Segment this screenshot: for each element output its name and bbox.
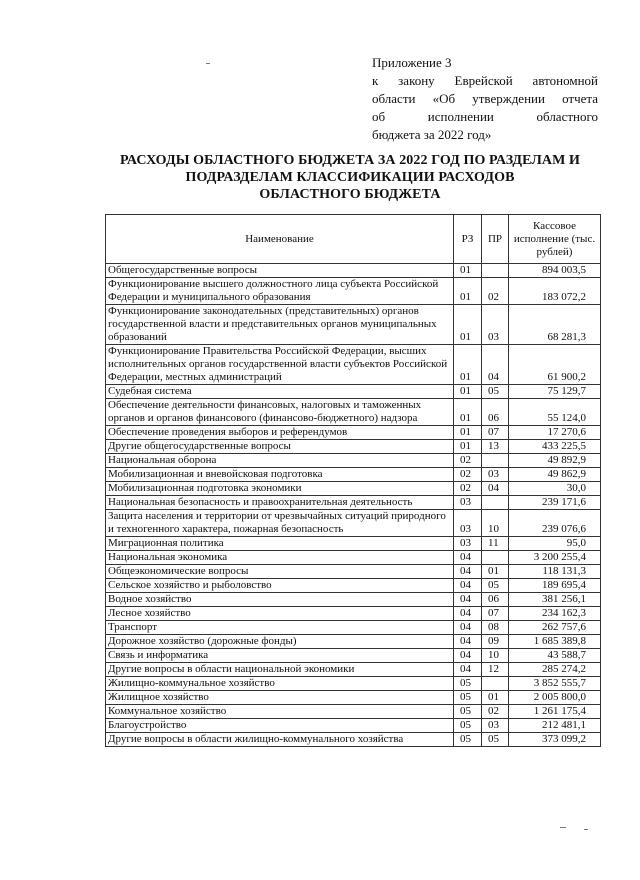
row-name: Жилищное хозяйство <box>106 691 454 705</box>
row-pr: 02 <box>482 705 509 719</box>
row-rz: 04 <box>454 565 482 579</box>
row-rz: 04 <box>454 593 482 607</box>
row-pr: 04 <box>482 345 509 385</box>
row-amount: 118 131,3 <box>509 565 601 579</box>
row-rz: 05 <box>454 719 482 733</box>
row-rz: 01 <box>454 305 482 345</box>
header-rz: РЗ <box>454 215 482 264</box>
table-row <box>106 593 601 607</box>
appendix-line: области «Об утверждении отчета <box>372 91 598 106</box>
table-row <box>106 454 601 468</box>
row-name: Другие вопросы в области жилищно-коммунального хозяйства <box>106 733 454 747</box>
row-amount: 55 124,0 <box>509 399 601 426</box>
row-name: Обеспечение проведения выборов и референдумов <box>106 426 454 440</box>
row-amount: 2 005 800,0 <box>509 691 601 705</box>
row-name: Транспорт <box>106 621 454 635</box>
scan-speck <box>560 827 566 828</box>
row-rz: 04 <box>454 551 482 565</box>
row-pr: 08 <box>482 621 509 635</box>
row-name: Лесное хозяйство <box>106 607 454 621</box>
row-pr: 05 <box>482 579 509 593</box>
row-rz: 01 <box>454 345 482 385</box>
table-row <box>106 691 601 705</box>
row-rz: 03 <box>454 496 482 510</box>
row-name: Функционирование высшего должностного лица субъекта Российской Федерации и муниципального образования <box>106 278 454 305</box>
row-rz: 04 <box>454 607 482 621</box>
row-rz: 05 <box>454 705 482 719</box>
row-name: Национальная экономика <box>106 551 454 565</box>
table-row <box>106 496 601 510</box>
row-pr: 09 <box>482 635 509 649</box>
row-amount: 234 162,3 <box>509 607 601 621</box>
row-pr: 02 <box>482 278 509 305</box>
row-name: Мобилизационная и вневойсковая подготовка <box>106 468 454 482</box>
row-name: Национальная оборона <box>106 454 454 468</box>
row-amount: 189 695,4 <box>509 579 601 593</box>
table-row <box>106 278 601 305</box>
row-pr: 07 <box>482 426 509 440</box>
table-row <box>106 537 601 551</box>
row-pr: 03 <box>482 305 509 345</box>
row-pr: 04 <box>482 482 509 496</box>
row-pr: 05 <box>482 385 509 399</box>
row-name: Связь и информатика <box>106 649 454 663</box>
table-row <box>106 705 601 719</box>
row-pr: 12 <box>482 663 509 677</box>
row-rz: 01 <box>454 278 482 305</box>
row-name: Коммунальное хозяйство <box>106 705 454 719</box>
row-rz: 04 <box>454 579 482 593</box>
table-row <box>106 635 601 649</box>
table-row <box>106 663 601 677</box>
table-header-row <box>106 215 601 264</box>
row-name: Функционирование Правительства Российской Федерации, высших исполнительных органов государственной власти субъектов Российской Федерации, местных администраций <box>106 345 454 385</box>
row-amount: 239 171,6 <box>509 496 601 510</box>
row-amount: 212 481,1 <box>509 719 601 733</box>
row-pr: 10 <box>482 649 509 663</box>
row-rz: 04 <box>454 663 482 677</box>
table-row <box>106 345 601 385</box>
row-name: Общегосударственные вопросы <box>106 264 454 278</box>
row-pr <box>482 677 509 691</box>
table-row <box>106 565 601 579</box>
table-row <box>106 510 601 537</box>
row-rz: 05 <box>454 691 482 705</box>
table-row <box>106 621 601 635</box>
title-line: РАСХОДЫ ОБЛАСТНОГО БЮДЖЕТА ЗА 2022 ГОД ПО РАЗДЕЛАМ И <box>119 153 581 168</box>
row-rz: 01 <box>454 399 482 426</box>
table-row <box>106 677 601 691</box>
appendix-line: бюджета за 2022 год» <box>372 127 492 142</box>
row-amount: 239 076,6 <box>509 510 601 537</box>
row-amount: 49 862,9 <box>509 468 601 482</box>
table-row <box>106 440 601 454</box>
row-pr: 03 <box>482 719 509 733</box>
row-name: Функционирование законодательных (представительных) органов государственной власти и представительных органов муниципальных образований <box>106 305 454 345</box>
row-rz: 04 <box>454 635 482 649</box>
row-name: Другие общегосударственные вопросы <box>106 440 454 454</box>
row-rz: 01 <box>454 426 482 440</box>
row-rz: 03 <box>454 510 482 537</box>
row-amount: 381 256,1 <box>509 593 601 607</box>
row-amount: 95,0 <box>509 537 601 551</box>
row-amount: 1 261 175,4 <box>509 705 601 719</box>
title-line: ПОДРАЗДЕЛАМ КЛАССИФИКАЦИИ РАСХОДОВ <box>185 170 515 185</box>
header-name: Наименование <box>106 215 454 264</box>
row-amount: 1 685 389,8 <box>509 635 601 649</box>
appendix-line: об исполнении областного <box>372 109 598 124</box>
row-name: Обеспечение деятельности финансовых, налоговых и таможенных органов и органов финансового (финансово-бюджетного) надзора <box>106 399 454 426</box>
row-name: Судебная система <box>106 385 454 399</box>
table-row <box>106 649 601 663</box>
row-rz: 02 <box>454 468 482 482</box>
row-name: Защита населения и территории от чрезвычайных ситуаций природного и техногенного характера, пожарная безопасность <box>106 510 454 537</box>
row-pr: 13 <box>482 440 509 454</box>
row-name: Национальная безопасность и правоохранительная деятельность <box>106 496 454 510</box>
row-amount: 183 072,2 <box>509 278 601 305</box>
row-pr <box>482 496 509 510</box>
row-amount: 373 099,2 <box>509 733 601 747</box>
row-rz: 05 <box>454 733 482 747</box>
table-row <box>106 551 601 565</box>
table-row <box>106 482 601 496</box>
row-amount: 262 757,6 <box>509 621 601 635</box>
row-rz: 04 <box>454 649 482 663</box>
document-title <box>100 152 600 203</box>
row-name: Жилищно-коммунальное хозяйство <box>106 677 454 691</box>
row-name: Мобилизационная подготовка экономики <box>106 482 454 496</box>
expenses-table <box>105 214 601 747</box>
table-row <box>106 468 601 482</box>
row-rz: 01 <box>454 385 482 399</box>
table-row <box>106 579 601 593</box>
row-pr: 01 <box>482 565 509 579</box>
row-rz: 02 <box>454 482 482 496</box>
row-amount: 894 003,5 <box>509 264 601 278</box>
row-pr: 11 <box>482 537 509 551</box>
row-pr <box>482 264 509 278</box>
table-row <box>106 733 601 747</box>
row-pr <box>482 454 509 468</box>
row-pr: 06 <box>482 593 509 607</box>
row-rz: 01 <box>454 440 482 454</box>
table-row <box>106 426 601 440</box>
row-pr: 06 <box>482 399 509 426</box>
row-name: Благоустройство <box>106 719 454 733</box>
row-name: Водное хозяйство <box>106 593 454 607</box>
row-amount: 61 900,2 <box>509 345 601 385</box>
row-pr: 03 <box>482 468 509 482</box>
row-name: Дорожное хозяйство (дорожные фонды) <box>106 635 454 649</box>
scan-speck <box>206 63 210 64</box>
title-line: ОБЛАСТНОГО БЮДЖЕТА <box>259 187 441 202</box>
table-body <box>106 264 601 747</box>
row-name: Миграционная политика <box>106 537 454 551</box>
row-amount: 3 200 255,4 <box>509 551 601 565</box>
row-rz: 02 <box>454 454 482 468</box>
row-amount: 30,0 <box>509 482 601 496</box>
row-pr: 01 <box>482 691 509 705</box>
row-pr: 10 <box>482 510 509 537</box>
row-amount: 49 892,9 <box>509 454 601 468</box>
row-amount: 285 274,2 <box>509 663 601 677</box>
table-row <box>106 305 601 345</box>
table-row <box>106 607 601 621</box>
row-pr <box>482 551 509 565</box>
row-rz: 05 <box>454 677 482 691</box>
row-pr: 05 <box>482 733 509 747</box>
table-row <box>106 399 601 426</box>
row-rz: 03 <box>454 537 482 551</box>
table-row <box>106 719 601 733</box>
row-amount: 17 270,6 <box>509 426 601 440</box>
row-rz: 01 <box>454 264 482 278</box>
row-amount: 43 588,7 <box>509 649 601 663</box>
appendix-line: к закону Еврейской автономной <box>372 73 598 88</box>
row-name: Другие вопросы в области национальной экономики <box>106 663 454 677</box>
row-amount: 433 225,5 <box>509 440 601 454</box>
row-amount: 68 281,3 <box>509 305 601 345</box>
row-amount: 75 129,7 <box>509 385 601 399</box>
row-rz: 04 <box>454 621 482 635</box>
row-amount: 3 852 555,7 <box>509 677 601 691</box>
appendix-line: Приложение 3 <box>372 55 452 70</box>
row-name: Общеэкономические вопросы <box>106 565 454 579</box>
header-pr: ПР <box>482 215 509 264</box>
row-name: Сельское хозяйство и рыболовство <box>106 579 454 593</box>
appendix-note <box>372 54 598 144</box>
table-row <box>106 385 601 399</box>
scan-speck <box>584 829 588 830</box>
table-row <box>106 264 601 278</box>
row-pr: 07 <box>482 607 509 621</box>
header-amount: Кассовое исполнение (тыс. рублей) <box>509 215 601 264</box>
